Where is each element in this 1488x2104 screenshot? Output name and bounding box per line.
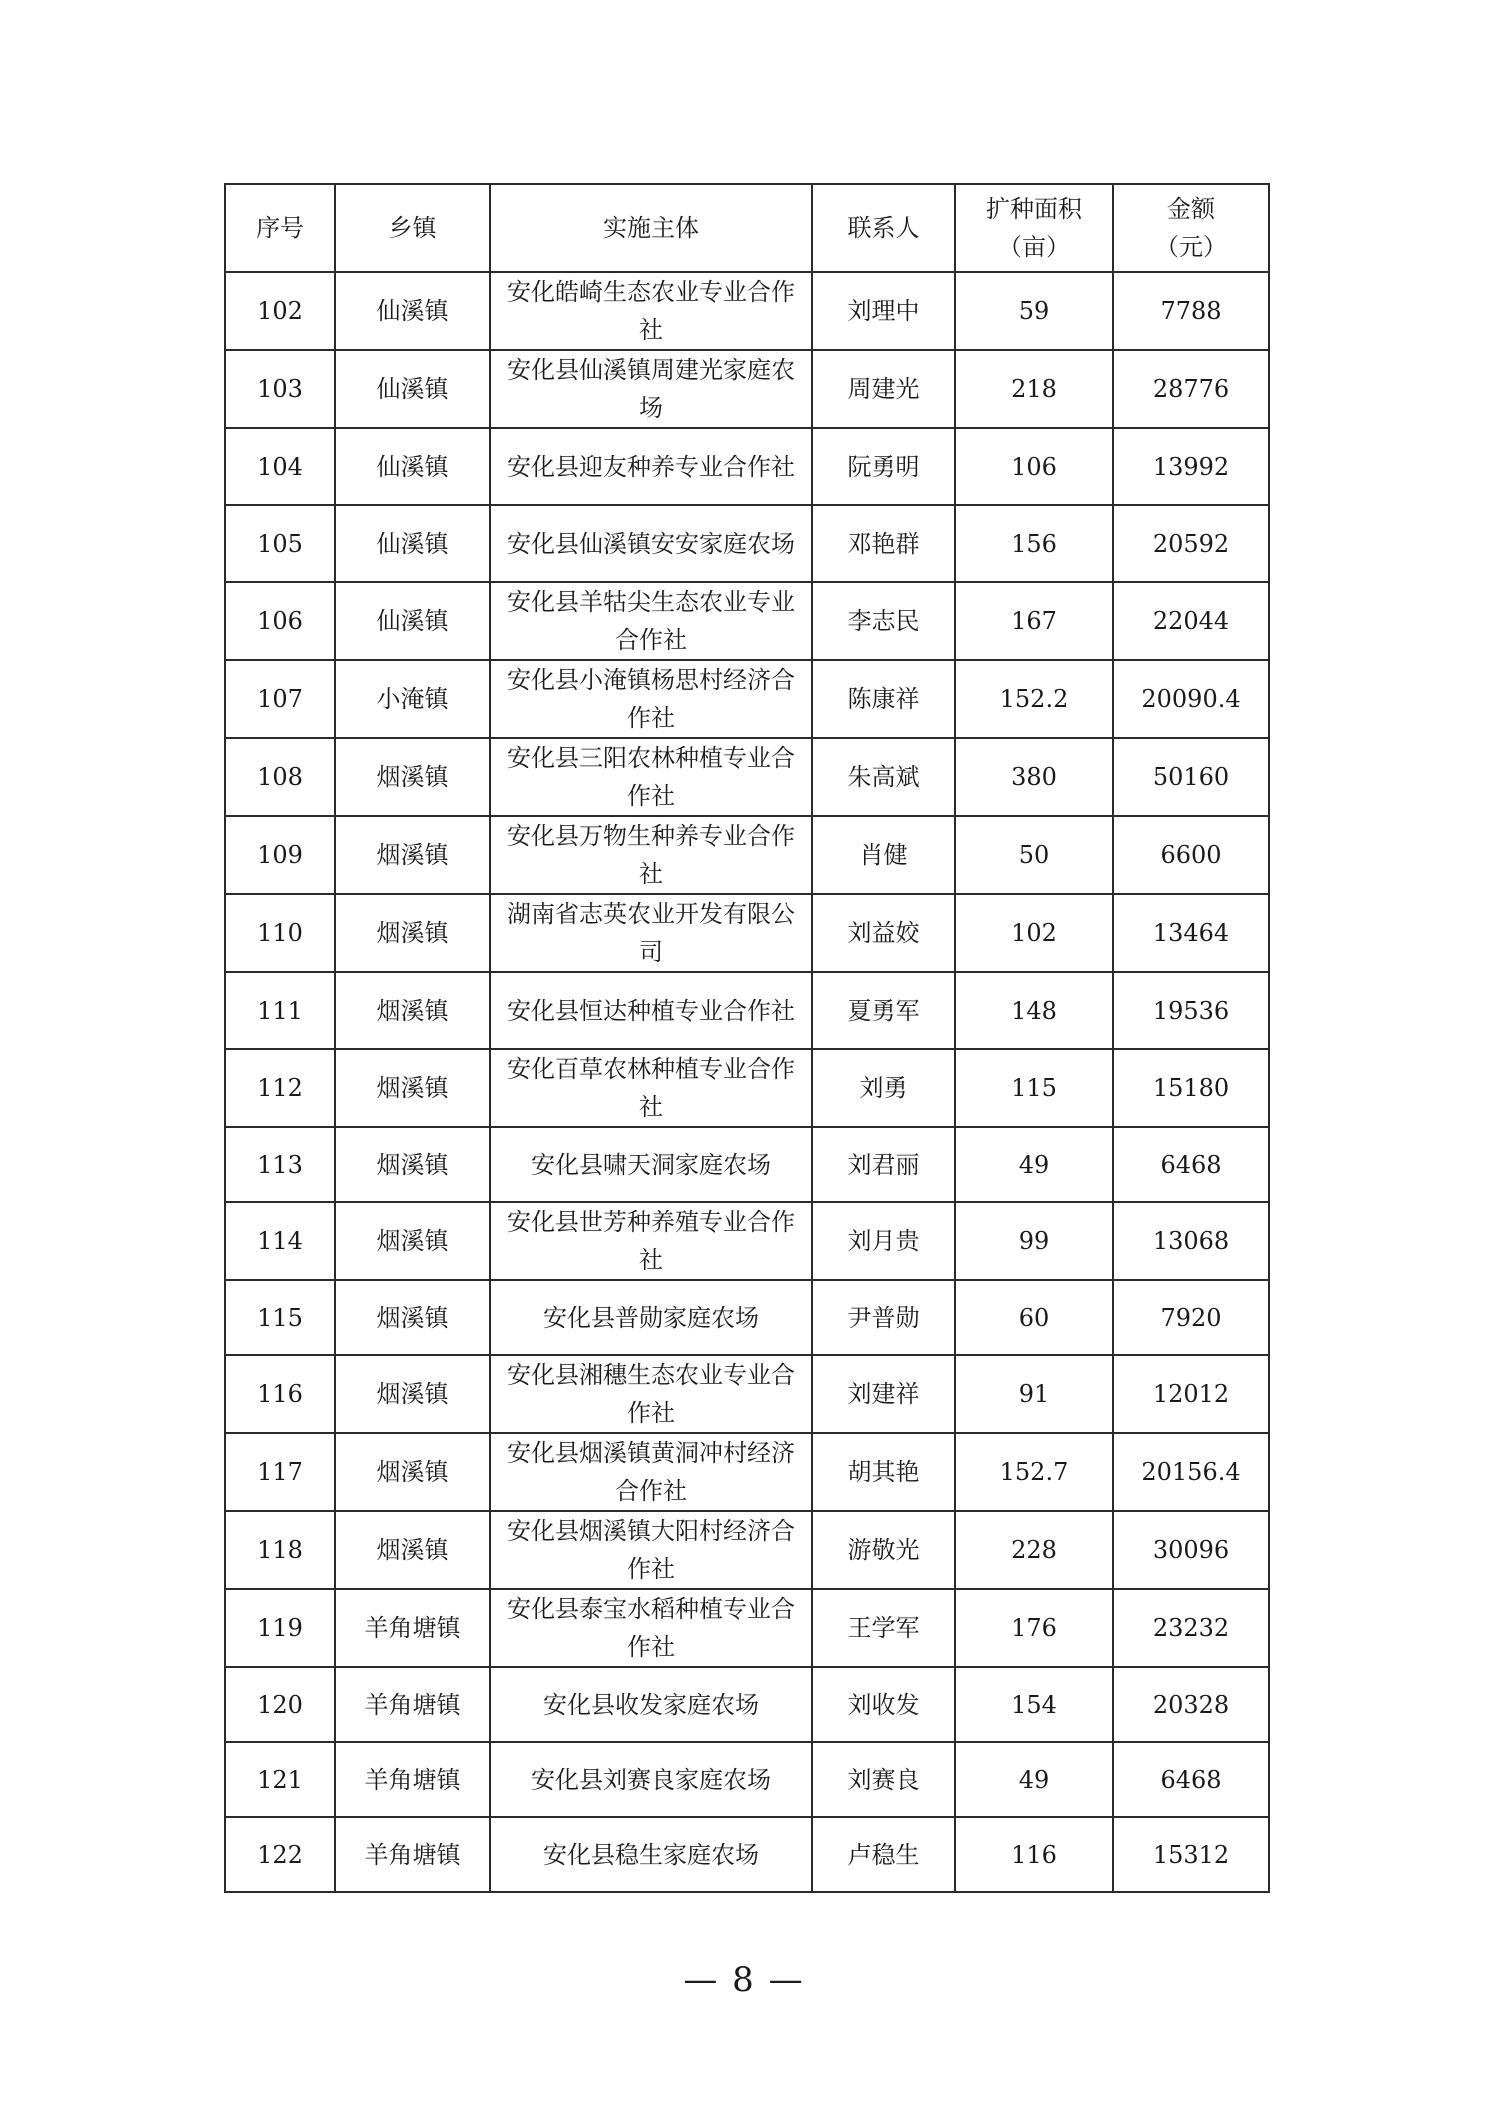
table-row [225, 1280, 1269, 1355]
header-area-line1: 扩种面积 [986, 195, 1082, 223]
header-seq: 序号 [225, 184, 335, 272]
cell-contact: 阮勇明 [812, 428, 955, 505]
cell-amount: 6468 [1113, 1742, 1269, 1817]
cell-amount: 13068 [1113, 1202, 1269, 1280]
table-row [225, 350, 1269, 428]
cell-town: 烟溪镇 [335, 1127, 490, 1202]
table-row [225, 582, 1269, 660]
cell-area: 102 [955, 894, 1113, 972]
cell-amount: 6600 [1113, 816, 1269, 894]
subsidy-table [224, 183, 1270, 1893]
table-header-row [225, 184, 1269, 272]
cell-entity: 安化县烟溪镇黄洞冲村经济合作社 [490, 1433, 812, 1511]
cell-area: 176 [955, 1589, 1113, 1667]
cell-seq: 119 [225, 1589, 335, 1667]
cell-contact: 陈康祥 [812, 660, 955, 738]
table-row [225, 738, 1269, 816]
cell-area: 115 [955, 1049, 1113, 1127]
cell-contact: 周建光 [812, 350, 955, 428]
cell-entity: 安化县收发家庭农场 [490, 1667, 812, 1742]
cell-entity: 安化县三阳农林种植专业合作社 [490, 738, 812, 816]
cell-area: 60 [955, 1280, 1113, 1355]
cell-seq: 104 [225, 428, 335, 505]
cell-area: 91 [955, 1355, 1113, 1433]
cell-town: 仙溪镇 [335, 272, 490, 350]
cell-contact: 肖健 [812, 816, 955, 894]
cell-entity: 安化县仙溪镇安安家庭农场 [490, 505, 812, 582]
cell-entity: 安化县泰宝水稻种植专业合作社 [490, 1589, 812, 1667]
table-row [225, 1049, 1269, 1127]
table-row [225, 272, 1269, 350]
cell-town: 烟溪镇 [335, 1355, 490, 1433]
cell-entity: 安化县迎友种养专业合作社 [490, 428, 812, 505]
cell-contact: 刘赛良 [812, 1742, 955, 1817]
header-area-line2: （亩） [998, 233, 1070, 261]
cell-entity: 安化百草农林种植专业合作社 [490, 1049, 812, 1127]
cell-town: 烟溪镇 [335, 972, 490, 1049]
header-area [955, 184, 1113, 272]
cell-area: 154 [955, 1667, 1113, 1742]
cell-seq: 106 [225, 582, 335, 660]
cell-amount: 50160 [1113, 738, 1269, 816]
table-row [225, 1742, 1269, 1817]
cell-area: 99 [955, 1202, 1113, 1280]
cell-seq: 111 [225, 972, 335, 1049]
cell-entity: 安化县烟溪镇大阳村经济合作社 [490, 1511, 812, 1589]
table-row [225, 1817, 1269, 1892]
cell-area: 116 [955, 1817, 1113, 1892]
cell-amount: 23232 [1113, 1589, 1269, 1667]
table-row [225, 1355, 1269, 1433]
header-town: 乡镇 [335, 184, 490, 272]
cell-contact: 刘理中 [812, 272, 955, 350]
cell-contact: 刘勇 [812, 1049, 955, 1127]
cell-contact: 夏勇军 [812, 972, 955, 1049]
cell-amount: 22044 [1113, 582, 1269, 660]
cell-contact: 刘君丽 [812, 1127, 955, 1202]
cell-seq: 114 [225, 1202, 335, 1280]
cell-area: 49 [955, 1742, 1113, 1817]
cell-area: 152.2 [955, 660, 1113, 738]
cell-seq: 110 [225, 894, 335, 972]
cell-area: 152.7 [955, 1433, 1113, 1511]
cell-seq: 115 [225, 1280, 335, 1355]
table-row [225, 972, 1269, 1049]
table-row [225, 816, 1269, 894]
cell-seq: 113 [225, 1127, 335, 1202]
table-row [225, 428, 1269, 505]
cell-area: 49 [955, 1127, 1113, 1202]
table-row [225, 1127, 1269, 1202]
cell-contact: 刘建祥 [812, 1355, 955, 1433]
cell-contact: 李志民 [812, 582, 955, 660]
header-entity: 实施主体 [490, 184, 812, 272]
cell-entity: 安化县湘穗生态农业专业合作社 [490, 1355, 812, 1433]
cell-area: 228 [955, 1511, 1113, 1589]
cell-town: 仙溪镇 [335, 428, 490, 505]
cell-entity: 湖南省志英农业开发有限公司 [490, 894, 812, 972]
cell-area: 156 [955, 505, 1113, 582]
page-number: — 8 — [683, 1960, 805, 2000]
cell-town: 仙溪镇 [335, 350, 490, 428]
cell-seq: 118 [225, 1511, 335, 1589]
table-row [225, 1202, 1269, 1280]
cell-contact: 游敬光 [812, 1511, 955, 1589]
table-body [225, 272, 1269, 1892]
cell-town: 烟溪镇 [335, 1511, 490, 1589]
cell-entity: 安化县稳生家庭农场 [490, 1817, 812, 1892]
cell-amount: 19536 [1113, 972, 1269, 1049]
cell-contact: 王学军 [812, 1589, 955, 1667]
header-amount [1113, 184, 1269, 272]
cell-amount: 7920 [1113, 1280, 1269, 1355]
cell-entity: 安化县普勋家庭农场 [490, 1280, 812, 1355]
cell-contact: 刘益姣 [812, 894, 955, 972]
cell-seq: 121 [225, 1742, 335, 1817]
cell-contact: 卢稳生 [812, 1817, 955, 1892]
cell-seq: 120 [225, 1667, 335, 1742]
cell-town: 仙溪镇 [335, 505, 490, 582]
cell-contact: 刘收发 [812, 1667, 955, 1742]
header-amount-line1: 金额 [1167, 195, 1215, 223]
cell-town: 烟溪镇 [335, 1280, 490, 1355]
cell-entity: 安化皓崎生态农业专业合作社 [490, 272, 812, 350]
cell-seq: 102 [225, 272, 335, 350]
cell-seq: 117 [225, 1433, 335, 1511]
cell-area: 167 [955, 582, 1113, 660]
subsidy-table-container [224, 183, 1268, 1893]
header-contact: 联系人 [812, 184, 955, 272]
cell-entity: 安化县仙溪镇周建光家庭农场 [490, 350, 812, 428]
cell-amount: 20328 [1113, 1667, 1269, 1742]
cell-contact: 尹普勋 [812, 1280, 955, 1355]
cell-seq: 122 [225, 1817, 335, 1892]
cell-amount: 15312 [1113, 1817, 1269, 1892]
cell-amount: 13992 [1113, 428, 1269, 505]
cell-town: 羊角塘镇 [335, 1667, 490, 1742]
table-row [225, 894, 1269, 972]
cell-contact: 刘月贵 [812, 1202, 955, 1280]
table-row [225, 1589, 1269, 1667]
cell-entity: 安化县刘赛良家庭农场 [490, 1742, 812, 1817]
table-row [225, 1433, 1269, 1511]
cell-amount: 20592 [1113, 505, 1269, 582]
cell-amount: 13464 [1113, 894, 1269, 972]
cell-entity: 安化县羊牯尖生态农业专业合作社 [490, 582, 812, 660]
cell-town: 羊角塘镇 [335, 1742, 490, 1817]
table-row [225, 505, 1269, 582]
cell-area: 380 [955, 738, 1113, 816]
table-row [225, 1667, 1269, 1742]
cell-area: 218 [955, 350, 1113, 428]
table-row [225, 660, 1269, 738]
cell-seq: 108 [225, 738, 335, 816]
cell-town: 烟溪镇 [335, 1049, 490, 1127]
cell-contact: 朱高斌 [812, 738, 955, 816]
cell-area: 106 [955, 428, 1113, 505]
cell-town: 羊角塘镇 [335, 1589, 490, 1667]
cell-seq: 109 [225, 816, 335, 894]
cell-entity: 安化县世芳种养殖专业合作社 [490, 1202, 812, 1280]
cell-amount: 20090.4 [1113, 660, 1269, 738]
cell-town: 烟溪镇 [335, 816, 490, 894]
cell-entity: 安化县小淹镇杨思村经济合作社 [490, 660, 812, 738]
header-amount-line2: （元） [1155, 233, 1227, 261]
cell-area: 50 [955, 816, 1113, 894]
cell-entity: 安化县万物生种养专业合作社 [490, 816, 812, 894]
cell-amount: 6468 [1113, 1127, 1269, 1202]
cell-town: 小淹镇 [335, 660, 490, 738]
cell-seq: 116 [225, 1355, 335, 1433]
cell-town: 烟溪镇 [335, 894, 490, 972]
cell-town: 仙溪镇 [335, 582, 490, 660]
cell-entity: 安化县恒达种植专业合作社 [490, 972, 812, 1049]
cell-contact: 邓艳群 [812, 505, 955, 582]
table-row [225, 1511, 1269, 1589]
cell-town: 烟溪镇 [335, 738, 490, 816]
cell-amount: 12012 [1113, 1355, 1269, 1433]
cell-amount: 7788 [1113, 272, 1269, 350]
cell-seq: 112 [225, 1049, 335, 1127]
cell-seq: 107 [225, 660, 335, 738]
cell-entity: 安化县啸天洞家庭农场 [490, 1127, 812, 1202]
cell-town: 烟溪镇 [335, 1202, 490, 1280]
cell-town: 烟溪镇 [335, 1433, 490, 1511]
cell-contact: 胡其艳 [812, 1433, 955, 1511]
cell-amount: 20156.4 [1113, 1433, 1269, 1511]
cell-town: 羊角塘镇 [335, 1817, 490, 1892]
cell-seq: 105 [225, 505, 335, 582]
cell-area: 148 [955, 972, 1113, 1049]
cell-amount: 15180 [1113, 1049, 1269, 1127]
cell-seq: 103 [225, 350, 335, 428]
cell-amount: 30096 [1113, 1511, 1269, 1589]
cell-area: 59 [955, 272, 1113, 350]
cell-amount: 28776 [1113, 350, 1269, 428]
